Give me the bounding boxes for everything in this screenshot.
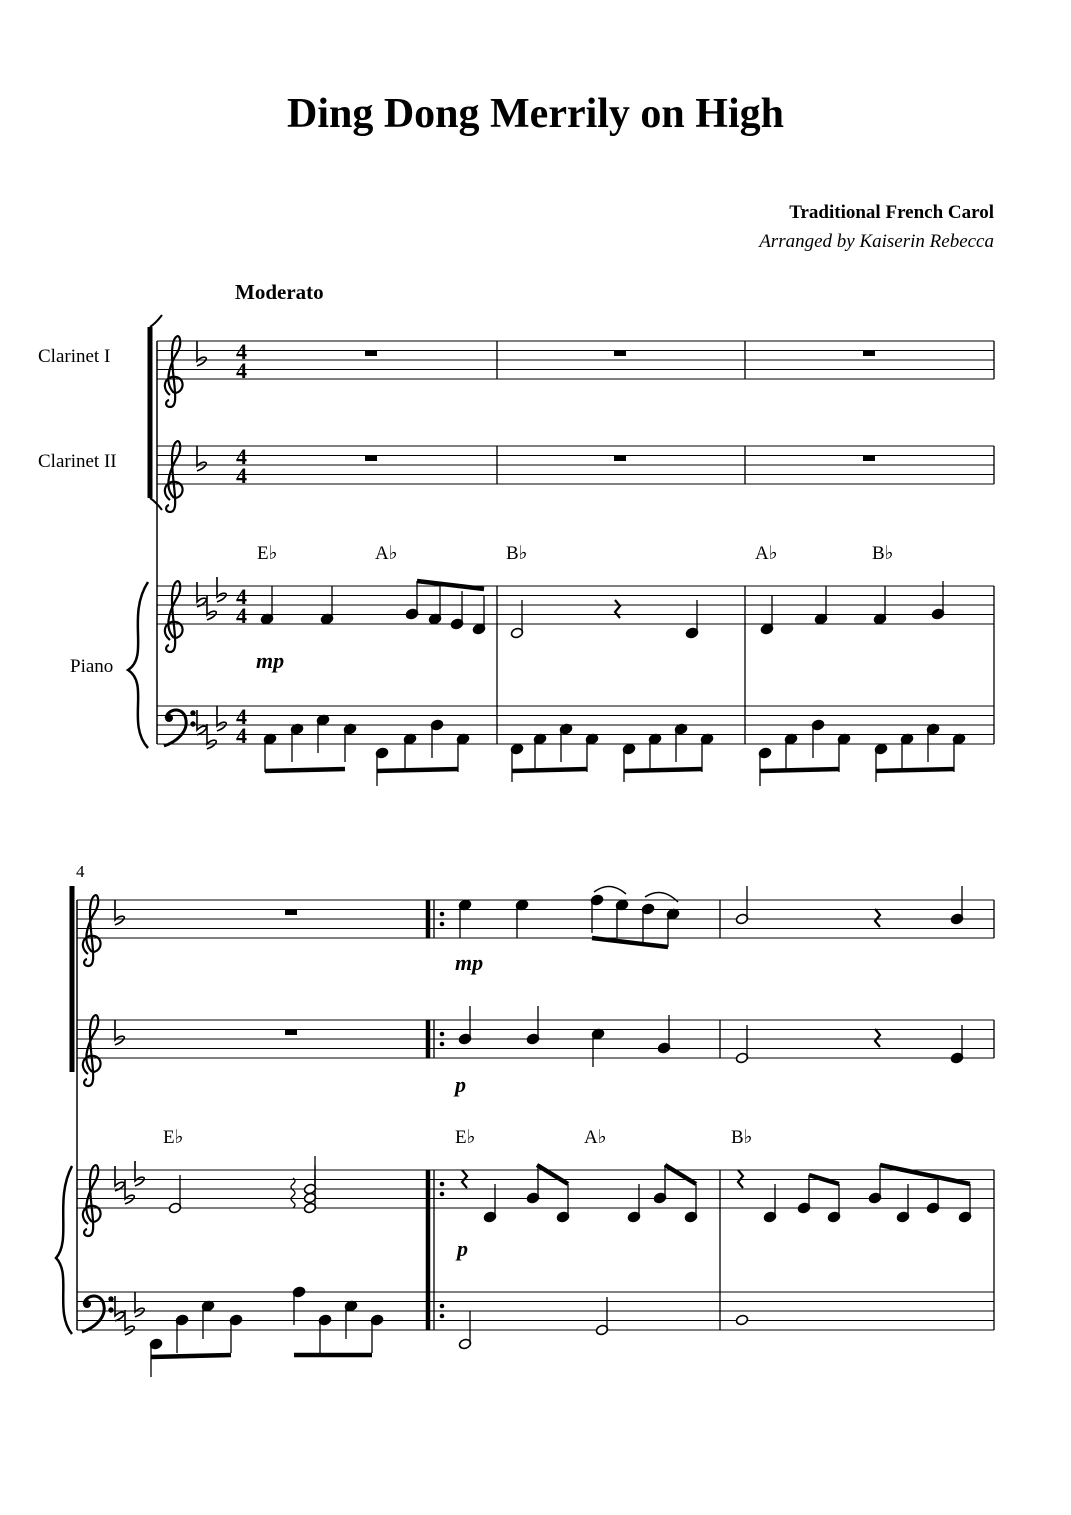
flat-sign	[115, 1296, 124, 1321]
beam	[880, 1165, 970, 1184]
slur	[594, 886, 626, 894]
beam	[665, 1165, 696, 1184]
time-signature: 4	[236, 584, 247, 609]
repeat-dot	[440, 1042, 445, 1047]
treble-clef	[83, 895, 101, 966]
instrument-label-clarinet-1: Clarinet I	[38, 346, 111, 367]
chord-symbol: B♭	[872, 543, 894, 564]
beam	[876, 769, 954, 771]
system-bracket	[150, 498, 162, 510]
repeat-dot	[440, 1192, 445, 1197]
flat-sign	[115, 1020, 124, 1045]
treble-clef	[165, 441, 183, 512]
flat-sign	[135, 1161, 144, 1186]
time-signature: 4	[236, 358, 247, 383]
chord-symbol: B♭	[506, 543, 528, 564]
time-signature: 4	[236, 723, 247, 748]
flat-sign	[197, 710, 206, 735]
whole-rest	[863, 456, 875, 461]
quarter-rest	[615, 600, 620, 618]
flat-sign	[115, 900, 124, 925]
beam	[377, 769, 458, 771]
repeat-dot	[440, 1314, 445, 1319]
measure-number: 4	[76, 862, 85, 881]
whole-rest	[365, 456, 377, 461]
beam	[537, 1165, 568, 1184]
repeat-dot	[440, 922, 445, 927]
whole-rest	[614, 456, 626, 461]
time-signature: 4	[236, 603, 247, 628]
flat-sign	[217, 577, 226, 602]
chord-symbol: E♭	[455, 1127, 476, 1148]
composer-credit: Traditional French Carol	[789, 202, 994, 223]
quarter-rest	[875, 909, 880, 927]
dynamic-marking: mp	[455, 950, 484, 975]
arranger-credit: Arranged by Kaiserin Rebecca	[759, 231, 994, 252]
whole-rest	[614, 351, 626, 356]
flat-sign	[217, 706, 226, 731]
instrument-label-clarinet-2: Clarinet II	[38, 451, 117, 472]
flat-sign	[207, 724, 216, 749]
chord-symbol: E♭	[163, 1127, 184, 1148]
flat-sign	[125, 1179, 134, 1204]
chord-symbol: B♭	[731, 1127, 753, 1148]
time-signature: 4	[236, 704, 247, 729]
piano-brace	[128, 582, 148, 748]
piece-title: Ding Dong Merrily on High	[286, 91, 784, 137]
flat-sign	[125, 1310, 134, 1335]
dynamic-marking: p	[457, 1236, 468, 1261]
beam	[624, 769, 702, 771]
slur	[645, 893, 678, 902]
beam	[417, 581, 484, 589]
flat-sign	[207, 595, 216, 620]
chord-symbol: E♭	[257, 543, 278, 564]
beam	[265, 769, 345, 771]
repeat-dot	[440, 1304, 445, 1309]
whole-rest	[365, 351, 377, 356]
tempo-marking: Moderato	[235, 280, 324, 304]
treble-clef	[165, 581, 183, 652]
arpeggio	[291, 1178, 295, 1208]
flat-sign	[197, 446, 206, 471]
chord-symbol: A♭	[375, 543, 398, 564]
repeat-dot	[440, 912, 445, 917]
beam	[592, 938, 668, 947]
time-signature: 4	[236, 444, 247, 469]
chord-symbol: A♭	[755, 543, 778, 564]
beam	[512, 769, 587, 771]
repeat-dot	[440, 1032, 445, 1037]
treble-clef	[83, 1015, 101, 1086]
whole-rest	[285, 1030, 297, 1035]
system-bracket	[150, 315, 162, 327]
whole-rest	[863, 351, 875, 356]
beam	[760, 769, 839, 771]
time-signature: 4	[236, 339, 247, 364]
chord-symbol: A♭	[584, 1127, 607, 1148]
treble-clef	[165, 336, 183, 407]
flat-sign	[135, 1292, 144, 1317]
quarter-rest	[875, 1029, 880, 1047]
piano-brace	[56, 1166, 72, 1334]
instrument-label-piano: Piano	[70, 656, 114, 677]
repeat-dot	[440, 1182, 445, 1187]
notehead	[735, 1314, 748, 1326]
dynamic-marking: mp	[256, 648, 285, 673]
time-signature: 4	[236, 463, 247, 488]
treble-clef	[83, 1165, 101, 1236]
flat-sign	[197, 341, 206, 366]
dynamic-marking: p	[455, 1072, 466, 1097]
whole-rest	[285, 910, 297, 915]
beam	[151, 1355, 231, 1357]
